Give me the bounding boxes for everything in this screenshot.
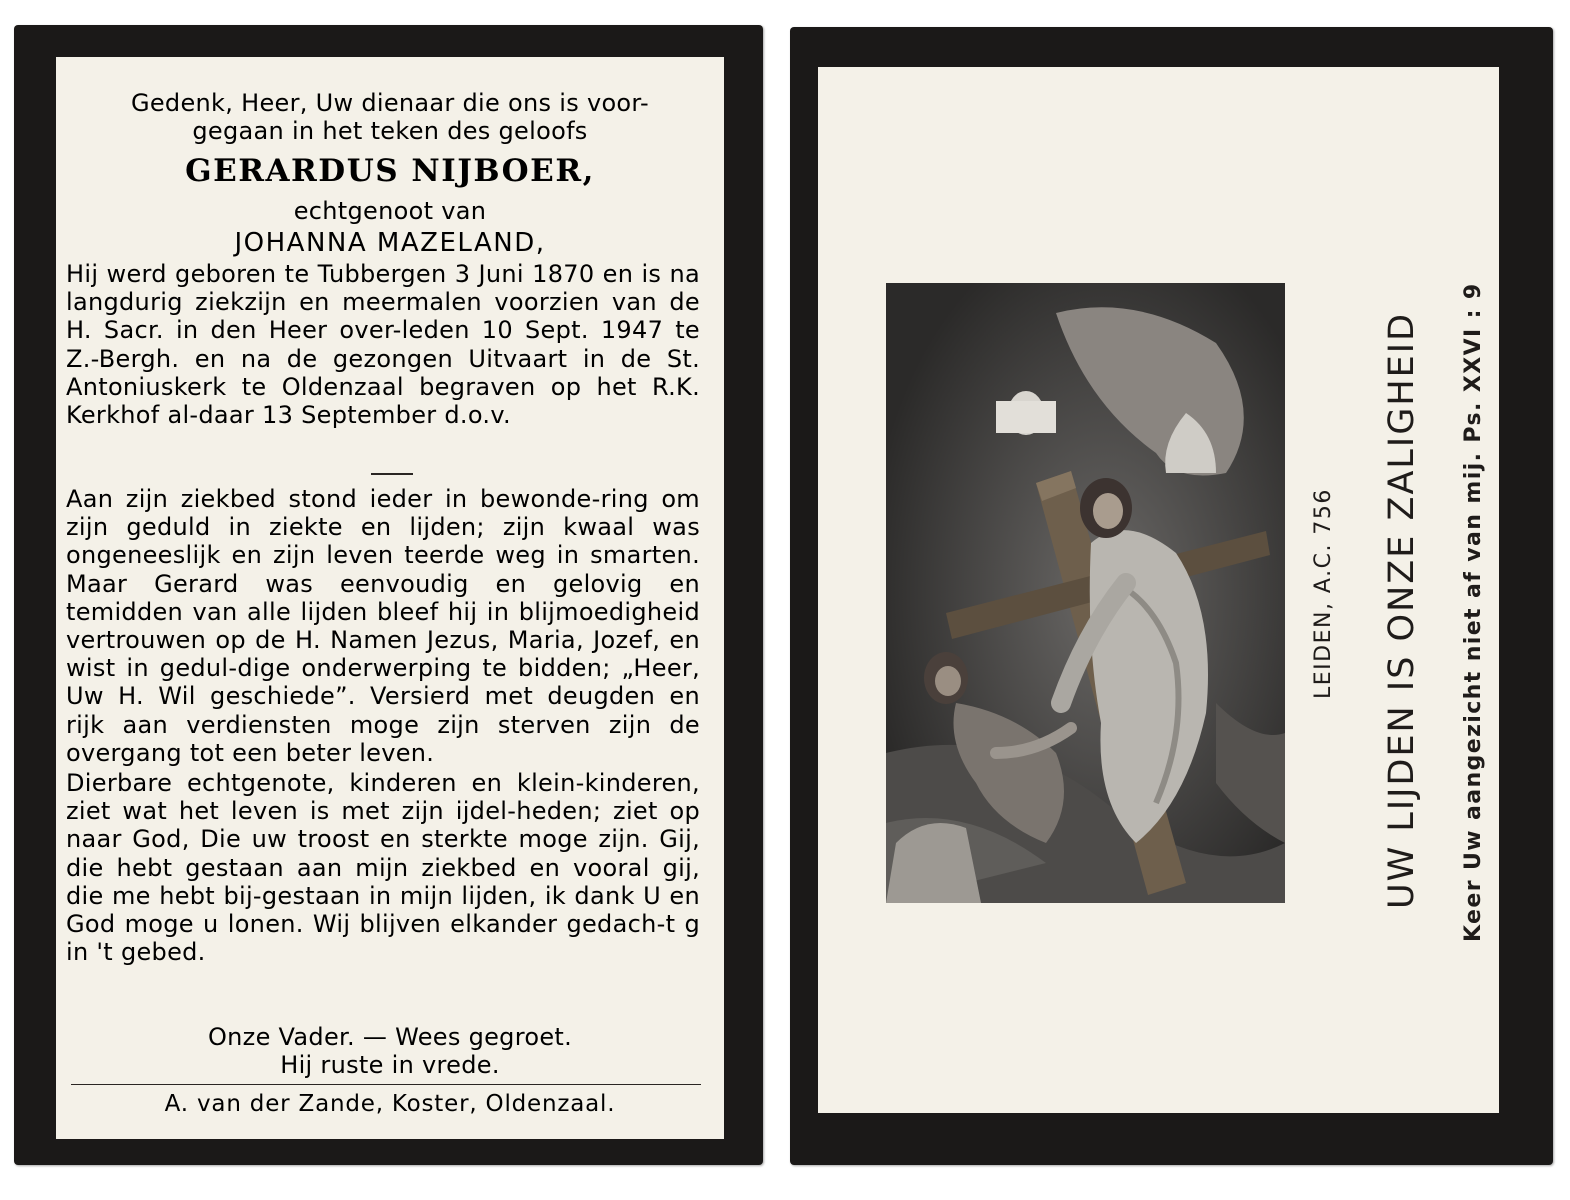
scripture-verse: Keer Uw aangezicht niet af van mij. Ps. XXVI : 9	[1461, 282, 1486, 942]
deceased-name: GERARDUS NIJBOER,	[185, 153, 595, 189]
memorial-card-back	[790, 27, 1553, 1165]
tribute-text: Aan zijn ziekbed stond ieder in bewonde-ring om zijn geduld in ziekte en lijden; zijn kwaal was ongeneeslijk en zijn leven teerde weg in smarten. Maar Gerard was eenvoudig en gelovig en temidden van alle lijden bleef hij in blijmoedigheid vertrouwen op de H. Namen Jezus, Maria, Jozef, en wist in gedul-dige onderwerping te bidden; „Heer, Uw H. Wil geschiede”. Versierd met deugden en rijk aan verdiensten moge zijn sterven zijn de overgang tot een beter leven.	[66, 485, 700, 767]
intro-text: Gedenk, Heer, Uw dienaar die ons is voor-gegaan in het teken des geloofs	[130, 89, 650, 146]
devotional-picture	[886, 283, 1285, 903]
prayers-line: Onze Vader. — Wees gegroet.	[207, 1023, 573, 1051]
card-back-panel	[818, 67, 1499, 1113]
biography-text: Hij werd geboren te Tubbergen 3 Juni 1870 en is na langdurig ziekzijn en meermalen voorzien van de H. Sacr. in den Heer over-leden 10 Sept. 1947 te Z.-Bergh. en na de gezongen Uitvaart in de St. Antoniuskerk te Oldenzaal begraven op het R.K. Kerkhof al-daar 13 September d.o.v.	[66, 260, 700, 430]
section-divider	[371, 473, 413, 475]
memorial-card-front	[14, 25, 763, 1165]
spouse-label: echtgenoot van	[293, 197, 487, 225]
picture-imprint: LEIDEN, A.C. 756	[1311, 488, 1336, 699]
card-front-panel	[56, 57, 724, 1139]
christ-carrying-cross-illustration	[886, 283, 1285, 903]
printer-credit: A. van der Zande, Koster, Oldenzaal.	[164, 1091, 616, 1117]
closing-line: Hij ruste in vrede.	[280, 1051, 500, 1079]
footer-rule	[71, 1084, 701, 1085]
card-title: UW LIJDEN IS ONZE ZALIGHEID	[1382, 311, 1422, 909]
spouse-name: JOHANNA MAZELAND,	[234, 228, 546, 258]
farewell-text: Dierbare echtgenote, kinderen en klein-kinderen, ziet wat het leven is met zijn ijdel-heden; ziet op naar God, Die uw troost en sterkte moge zijn. Gij, die hebt gestaan aan mijn ziekbed en vooral gij, die me hebt bij-gestaan in mijn lijden, ik dank U en God moge u lonen. Wij blijven elkander gedach-t g in 't gebed.	[66, 769, 700, 967]
